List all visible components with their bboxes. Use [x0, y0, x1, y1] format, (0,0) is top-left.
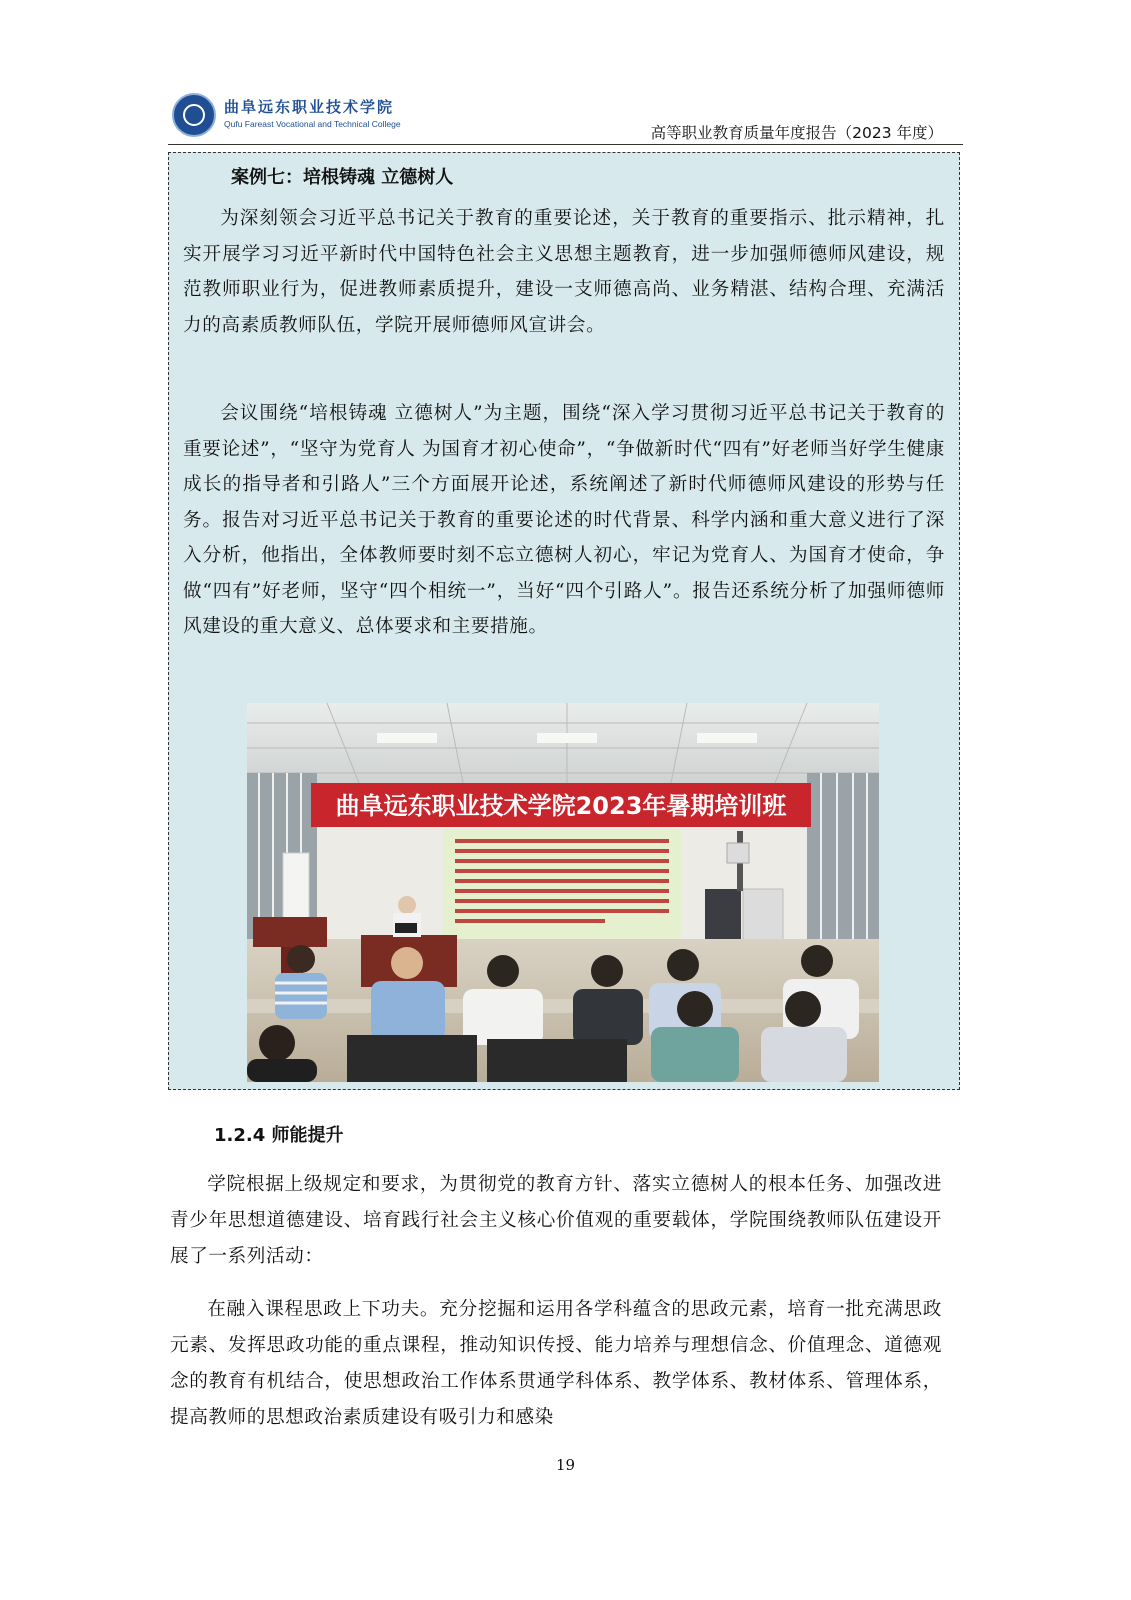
college-logo-seal-icon — [172, 93, 216, 137]
case-paragraph-2: 会议围绕“培根铸魂 立德树人”为主题，围绕“深入学习贯彻习近平总书记关于教育的重要论述”，“坚守为党育人 为国育才初心使命”，“争做新时代“四有”好老师当好学生健康成长的指导者和引路人”三个方面展开论述，系统阐述了新时代师德师风建设的形势与任务。报告对习近平总书记关于教育的重要论述的时代背景、科学内涵和重大意义进行了深入分析，他指出，全体教师要时刻不忘立德树人初心，牢记为党育人、为国育才使命，争做“四有”好老师，坚守“四个相统一”，当好“四个引路人”。报告还系统分析了加强师德师风建设的重大意义、总体要求和主要措施。 — [183, 403, 945, 637]
training-session-photo — [247, 703, 879, 1082]
body-paragraph-2: 在融入课程思政上下功夫。充分挖掘和运用各学科蕴含的思政元素，培育一批充满思政元素、发挥思政功能的重点课程，推动知识传授、能力培养与理想信念、价值理念、道德观念的教育有机结合，使思想政治工作体系贯通学科体系、教学体系、教材体系、管理体系，提高教师的思想政治素质建设有吸引力和感染 — [170, 1299, 942, 1428]
college-name-cn: 曲阜远东职业技术学院 — [224, 98, 395, 116]
body-paragraph-1: 学院根据上级规定和要求，为贯彻党的教育方针、落实立德树人的根本任务、加强改进青少年思想道德建设、培育践行社会主义核心价值观的重要载体，学院围绕教师队伍建设开展了一系列活动： — [170, 1174, 942, 1267]
page-header — [168, 88, 963, 145]
case-paragraph-1: 为深刻领会习近平总书记关于教育的重要论述，关于教育的重要指示、批示精神，扎实开展学习习近平新时代中国特色社会主义思想主题教育，进一步加强师德师风建设，规范教师职业行为，促进教师素质提升，建设一支师德高尚、业务精湛、结构合理、充满活力的高素质教师队伍，学院开展师德师风宣讲会。 — [183, 208, 945, 336]
college-name-en: Qufu Fareast Vocational and Technical College — [224, 119, 401, 129]
page-number: 19 — [555, 1456, 576, 1474]
photo-illustration — [247, 703, 879, 1082]
case-study-box — [168, 152, 960, 1090]
report-title: 高等职业教育质量年度报告（2023 年度） — [650, 124, 943, 142]
case-title: 案例七：培根铸魂 立德树人 — [231, 167, 454, 188]
section-heading: 1.2.4 师能提升 — [214, 1125, 344, 1146]
banner-text: 曲阜远东职业技术学院2023年暑期培训班 — [335, 792, 787, 820]
